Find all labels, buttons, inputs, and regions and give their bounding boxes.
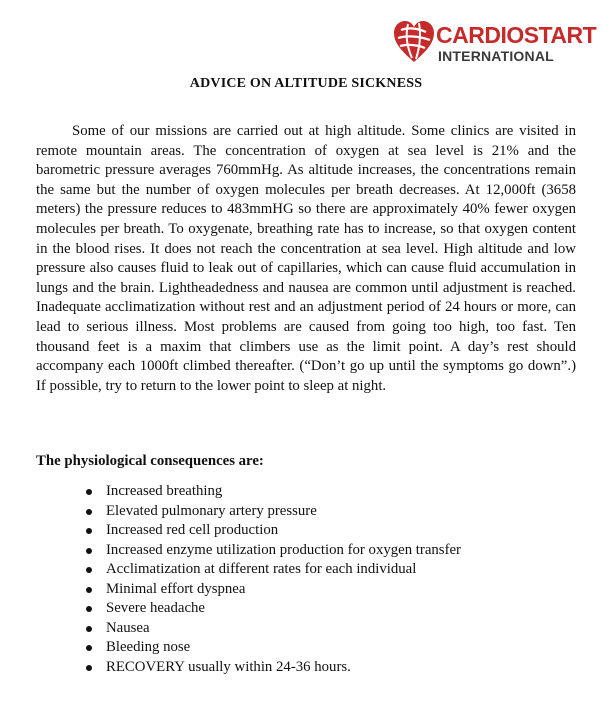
list-item bbox=[86, 658, 461, 678]
bullet-icon bbox=[86, 626, 92, 632]
bullet-icon bbox=[86, 606, 92, 612]
bullet-icon bbox=[86, 489, 92, 495]
list-item-text: Increased red cell production bbox=[106, 522, 279, 538]
bullet-icon bbox=[86, 548, 92, 554]
bullet-icon bbox=[86, 665, 92, 671]
cardiostart-logo bbox=[392, 18, 597, 70]
logo-sub-text: INTERNATIONAL bbox=[438, 48, 554, 64]
list-item-text: Bleeding nose bbox=[106, 639, 191, 655]
list-item bbox=[86, 560, 461, 580]
bullet-icon bbox=[86, 567, 92, 573]
list-item bbox=[86, 580, 461, 600]
list-item-text: Increased enzyme utilization production for oxygen transfer bbox=[106, 541, 461, 558]
bullet-icon bbox=[86, 587, 92, 593]
list-item bbox=[86, 619, 461, 639]
list-item-text: Acclimatization at different rates for each individual bbox=[106, 561, 417, 577]
list-item-text: RECOVERY usually within 24-36 hours. bbox=[106, 658, 351, 675]
list-item bbox=[86, 521, 461, 541]
heart-globe-icon bbox=[392, 18, 436, 66]
bullet-icon bbox=[86, 645, 92, 651]
consequences-list bbox=[86, 482, 461, 677]
list-item bbox=[86, 502, 461, 522]
list-item-text: Increased breathing bbox=[106, 483, 223, 499]
list-item bbox=[86, 599, 461, 619]
intro-paragraph: Some of our missions are carried out at high altitude. Some clinics are visited in remote mountain areas. The concentration of oxygen at sea level is 21% and the barometric pressure averages 760mmHg. As altitude increases, the concentrations remain the same but the number of oxygen molecules per breath decreases. At 12,000ft (3658 meters) the pressure reduces to 483mmHG so there are approximately 40% fewer oxygen molecules per breath. To oxygenate, breathing rate has to increase, so that oxygen content in the blood rises. It does not reach the concentration at sea level. High altitude and low pressure also causes fluid to leak out of capillaries, which can cause fluid accumulation in lungs and the brain. Lightheadedness and nausea are common until adjustment is reached. Inadequate acclimatization without rest and an adjustment period of 24 hours or more, can lead to serious illness. Most problems are caused from going too high, too fast. Ten thousand feet is a maxim that climbers use as the limit point. A day’s rest should accompany each 1000ft climbed thereafter. (“Don’t go up until the symptoms go down”.) If possible, try to return to the lower point to sleep at night. bbox=[36, 123, 576, 394]
bullet-icon bbox=[86, 509, 92, 515]
list-item bbox=[86, 541, 461, 561]
list-item bbox=[86, 638, 461, 658]
bullet-icon bbox=[86, 528, 92, 534]
list-item-text: Elevated pulmonary artery pressure bbox=[106, 502, 317, 519]
page-title: ADVICE ON ALTITUDE SICKNESS bbox=[189, 76, 423, 91]
list-item-text: Nausea bbox=[106, 619, 150, 636]
list-item bbox=[86, 482, 461, 502]
list-item-text: Minimal effort dyspnea bbox=[106, 580, 246, 597]
consequences-heading: The physiological consequences are: bbox=[36, 453, 264, 469]
list-item-text: Severe headache bbox=[106, 600, 205, 616]
logo-brand-text: CARDIOSTART bbox=[436, 22, 597, 48]
